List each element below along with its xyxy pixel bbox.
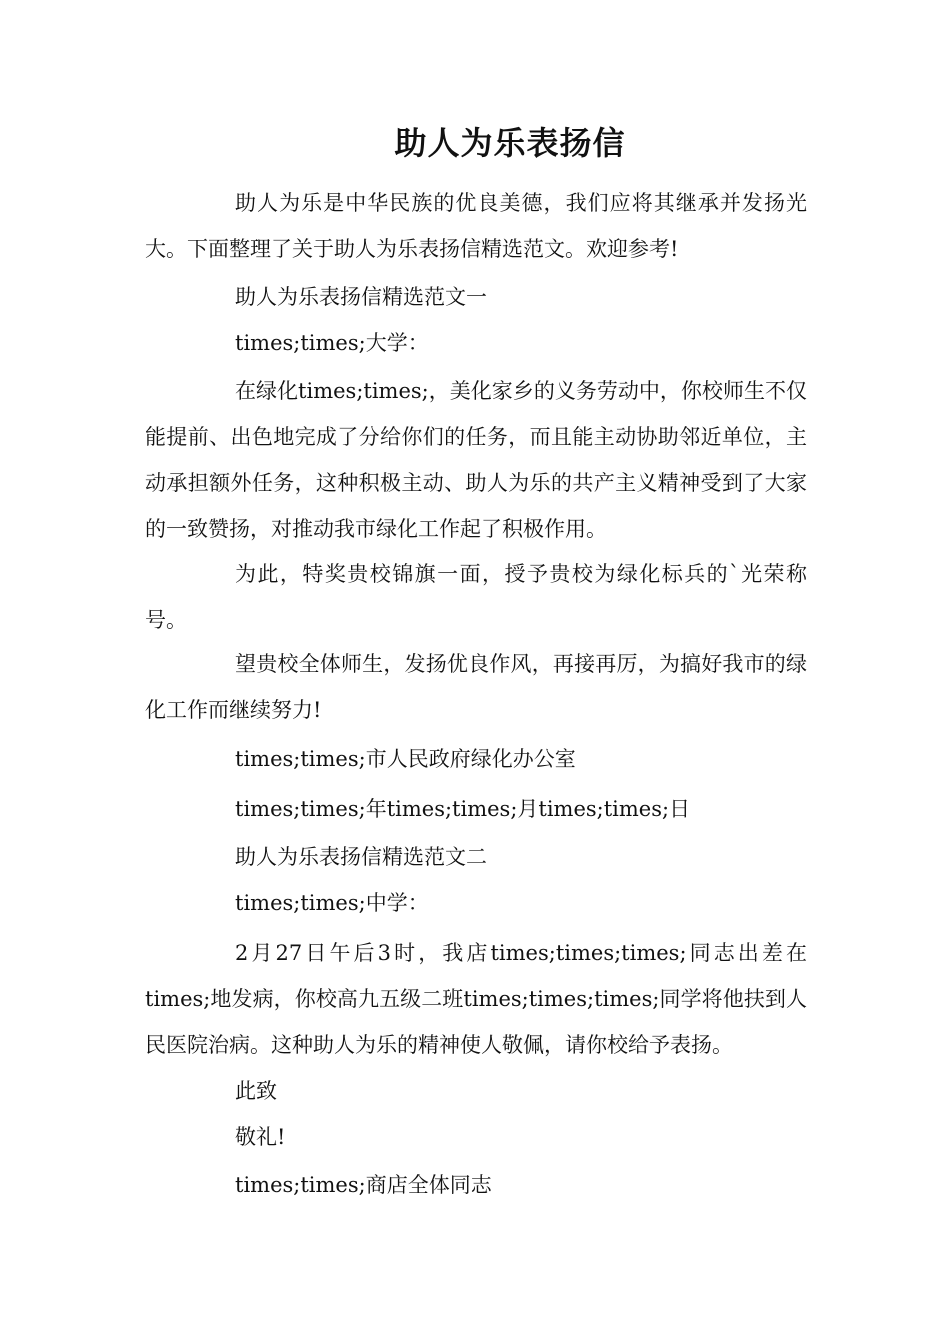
document-title: 助人为乐表扬信 [394, 124, 626, 162]
sample1-body-paragraph-3: 望贵校全体师生，发扬优良作风，再接再厉，为搞好我市的绿化工作而继续努力! [145, 652, 807, 722]
sample1-body-paragraph-1: 在绿化times;times;，美化家乡的义务劳动中，你校师生不仅能提前、出色地完成了分给你们的任务，而且能主动协助邻近单位，主动承担额外任务，这种积极主动、助人为乐的共产主义精神受到了大家的一致赞扬，对推动我市绿化工作起了积极作用。 [145, 379, 807, 541]
sample2-closing-1: 此致 [235, 1079, 277, 1103]
sample2-closing-2: 敬礼! [235, 1125, 286, 1149]
sample2-salutation: times;times;中学： [235, 891, 429, 915]
sample1-salutation: times;times;大学： [235, 331, 429, 355]
sample1-heading: 助人为乐表扬信精选范文一 [235, 285, 487, 309]
sample1-date: times;times;年times;times;月times;times;日 [235, 797, 691, 821]
sample2-body-paragraph-1: 2月27日午后3时，我店times;times;times;同志出差在times;地发病，你校高九五级二班times;times;times;同学将他扶到人民医院治病。这种助人为乐的精神使人敬佩，请你校给予表扬。 [145, 941, 807, 1057]
sample1-signature: times;times;市人民政府绿化办公室 [235, 747, 576, 771]
sample2-signature: times;times;商店全体同志 [235, 1173, 492, 1197]
intro-paragraph: 助人为乐是中华民族的优良美德，我们应将其继承并发扬光大。下面整理了关于助人为乐表扬信精选范文。欢迎参考! [145, 191, 807, 261]
sample1-body-paragraph-2: 为此，特奖贵校锦旗一面，授予贵校为绿化标兵的`光荣称号。 [145, 562, 807, 632]
sample2-heading: 助人为乐表扬信精选范文二 [235, 845, 487, 869]
